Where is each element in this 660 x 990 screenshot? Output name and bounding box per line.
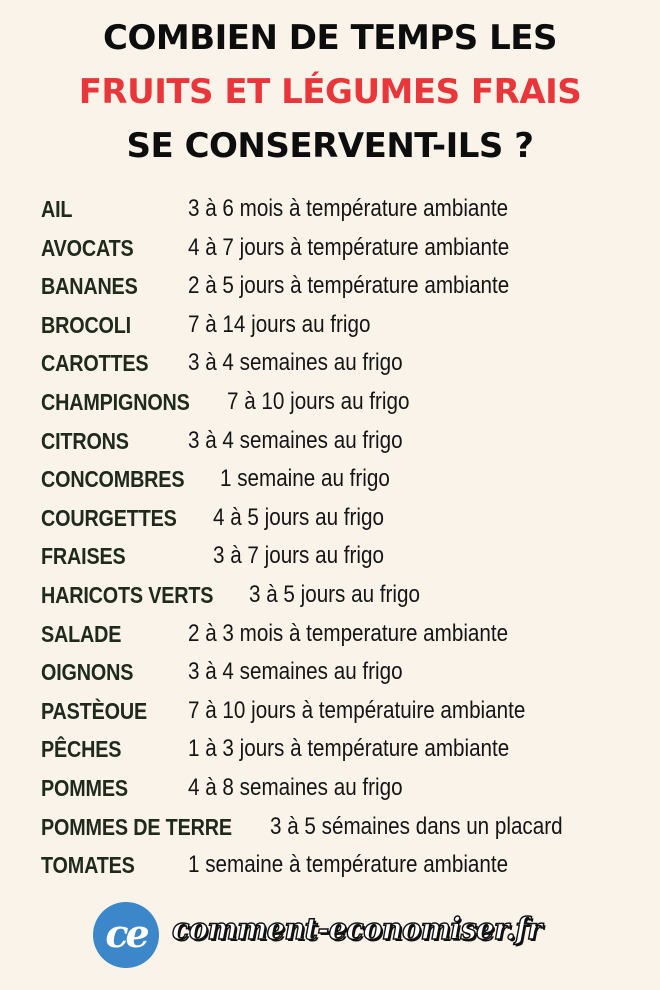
item-name: FRAISES [41,543,126,570]
item-name: PÊCHES [41,736,122,763]
item-name: CHAMPIGNONS [41,388,190,415]
list-item [41,811,641,850]
item-duration: 3 à 5 sémaines dans un placard [270,812,563,840]
item-name: HARICOTS VERTS [41,581,214,608]
item-name: COURGETTES [41,504,177,531]
item-name: AIL [41,196,73,222]
list-item [41,579,641,618]
item-duration: 4 à 5 jours au frigo [213,503,384,531]
item-duration: 2 à 3 mois à temperature ambiante [188,619,509,647]
list-item [41,733,641,772]
list-item [41,849,641,888]
item-duration: 1 semaine à température ambiante [188,851,509,879]
item-name: OIGNONS [41,659,134,686]
list-item [41,309,641,348]
item-duration: 7 à 14 jours au frigo [188,310,371,338]
item-duration: 4 à 8 semaines au frigo [188,773,403,801]
item-name: PASTÈOUE [41,697,147,724]
list-item [41,347,641,386]
list-item [41,232,641,271]
list-item [41,193,641,232]
list-item [41,772,641,811]
item-name: BROCOLI [41,311,132,338]
item-name: SALADE [41,620,122,647]
page-title-line-1: COMBIEN DE TEMPS LES [103,18,557,58]
brand-name: comment-economiser.fr [172,912,542,947]
list-item [41,502,641,541]
item-name: POMMES DE TERRE [41,813,232,840]
item-duration: 7 à 10 jours à températuire ambiante [188,696,526,724]
list-item [41,386,641,425]
list-item [41,463,641,502]
item-name: CAROTTES [41,350,149,377]
list-item [41,425,641,464]
item-duration: 3 à 5 jours au frigo [249,580,420,608]
page-title-line-3: SE CONSERVENT-ILS ? [126,126,534,166]
item-duration: 3 à 4 semaines au frigo [188,658,403,686]
list-item [41,270,641,309]
item-name: CONCOMBRES [41,466,185,493]
list-item [41,695,641,734]
item-duration: 3 à 4 semaines au frigo [188,426,403,454]
item-duration: 1 semaine au frigo [220,465,390,493]
list-item [41,618,641,657]
item-duration: 3 à 6 mois à température ambiante [188,195,509,222]
item-duration: 3 à 7 jours au frigo [213,542,384,570]
item-duration: 7 à 10 jours au frigo [227,387,410,415]
item-name: BANANES [41,273,138,300]
ce-circle-logo-icon: ce [93,902,159,968]
list-item [41,540,641,579]
item-duration: 3 à 4 semaines au frigo [188,349,403,377]
page-title-line-2: FRUITS ET LÉGUMES FRAIS [78,72,582,112]
list-item [41,656,641,695]
storage-list [41,193,641,888]
item-name: POMMES [41,774,128,801]
item-name: TOMATES [41,852,135,879]
item-duration: 2 à 5 jours à température ambiante [188,272,510,300]
item-duration: 4 à 7 jours à température ambiante [188,233,510,261]
item-name: AVOCATS [41,234,134,261]
item-name: CITRONS [41,427,129,454]
item-duration: 1 à 3 jours à température ambiante [188,735,510,763]
